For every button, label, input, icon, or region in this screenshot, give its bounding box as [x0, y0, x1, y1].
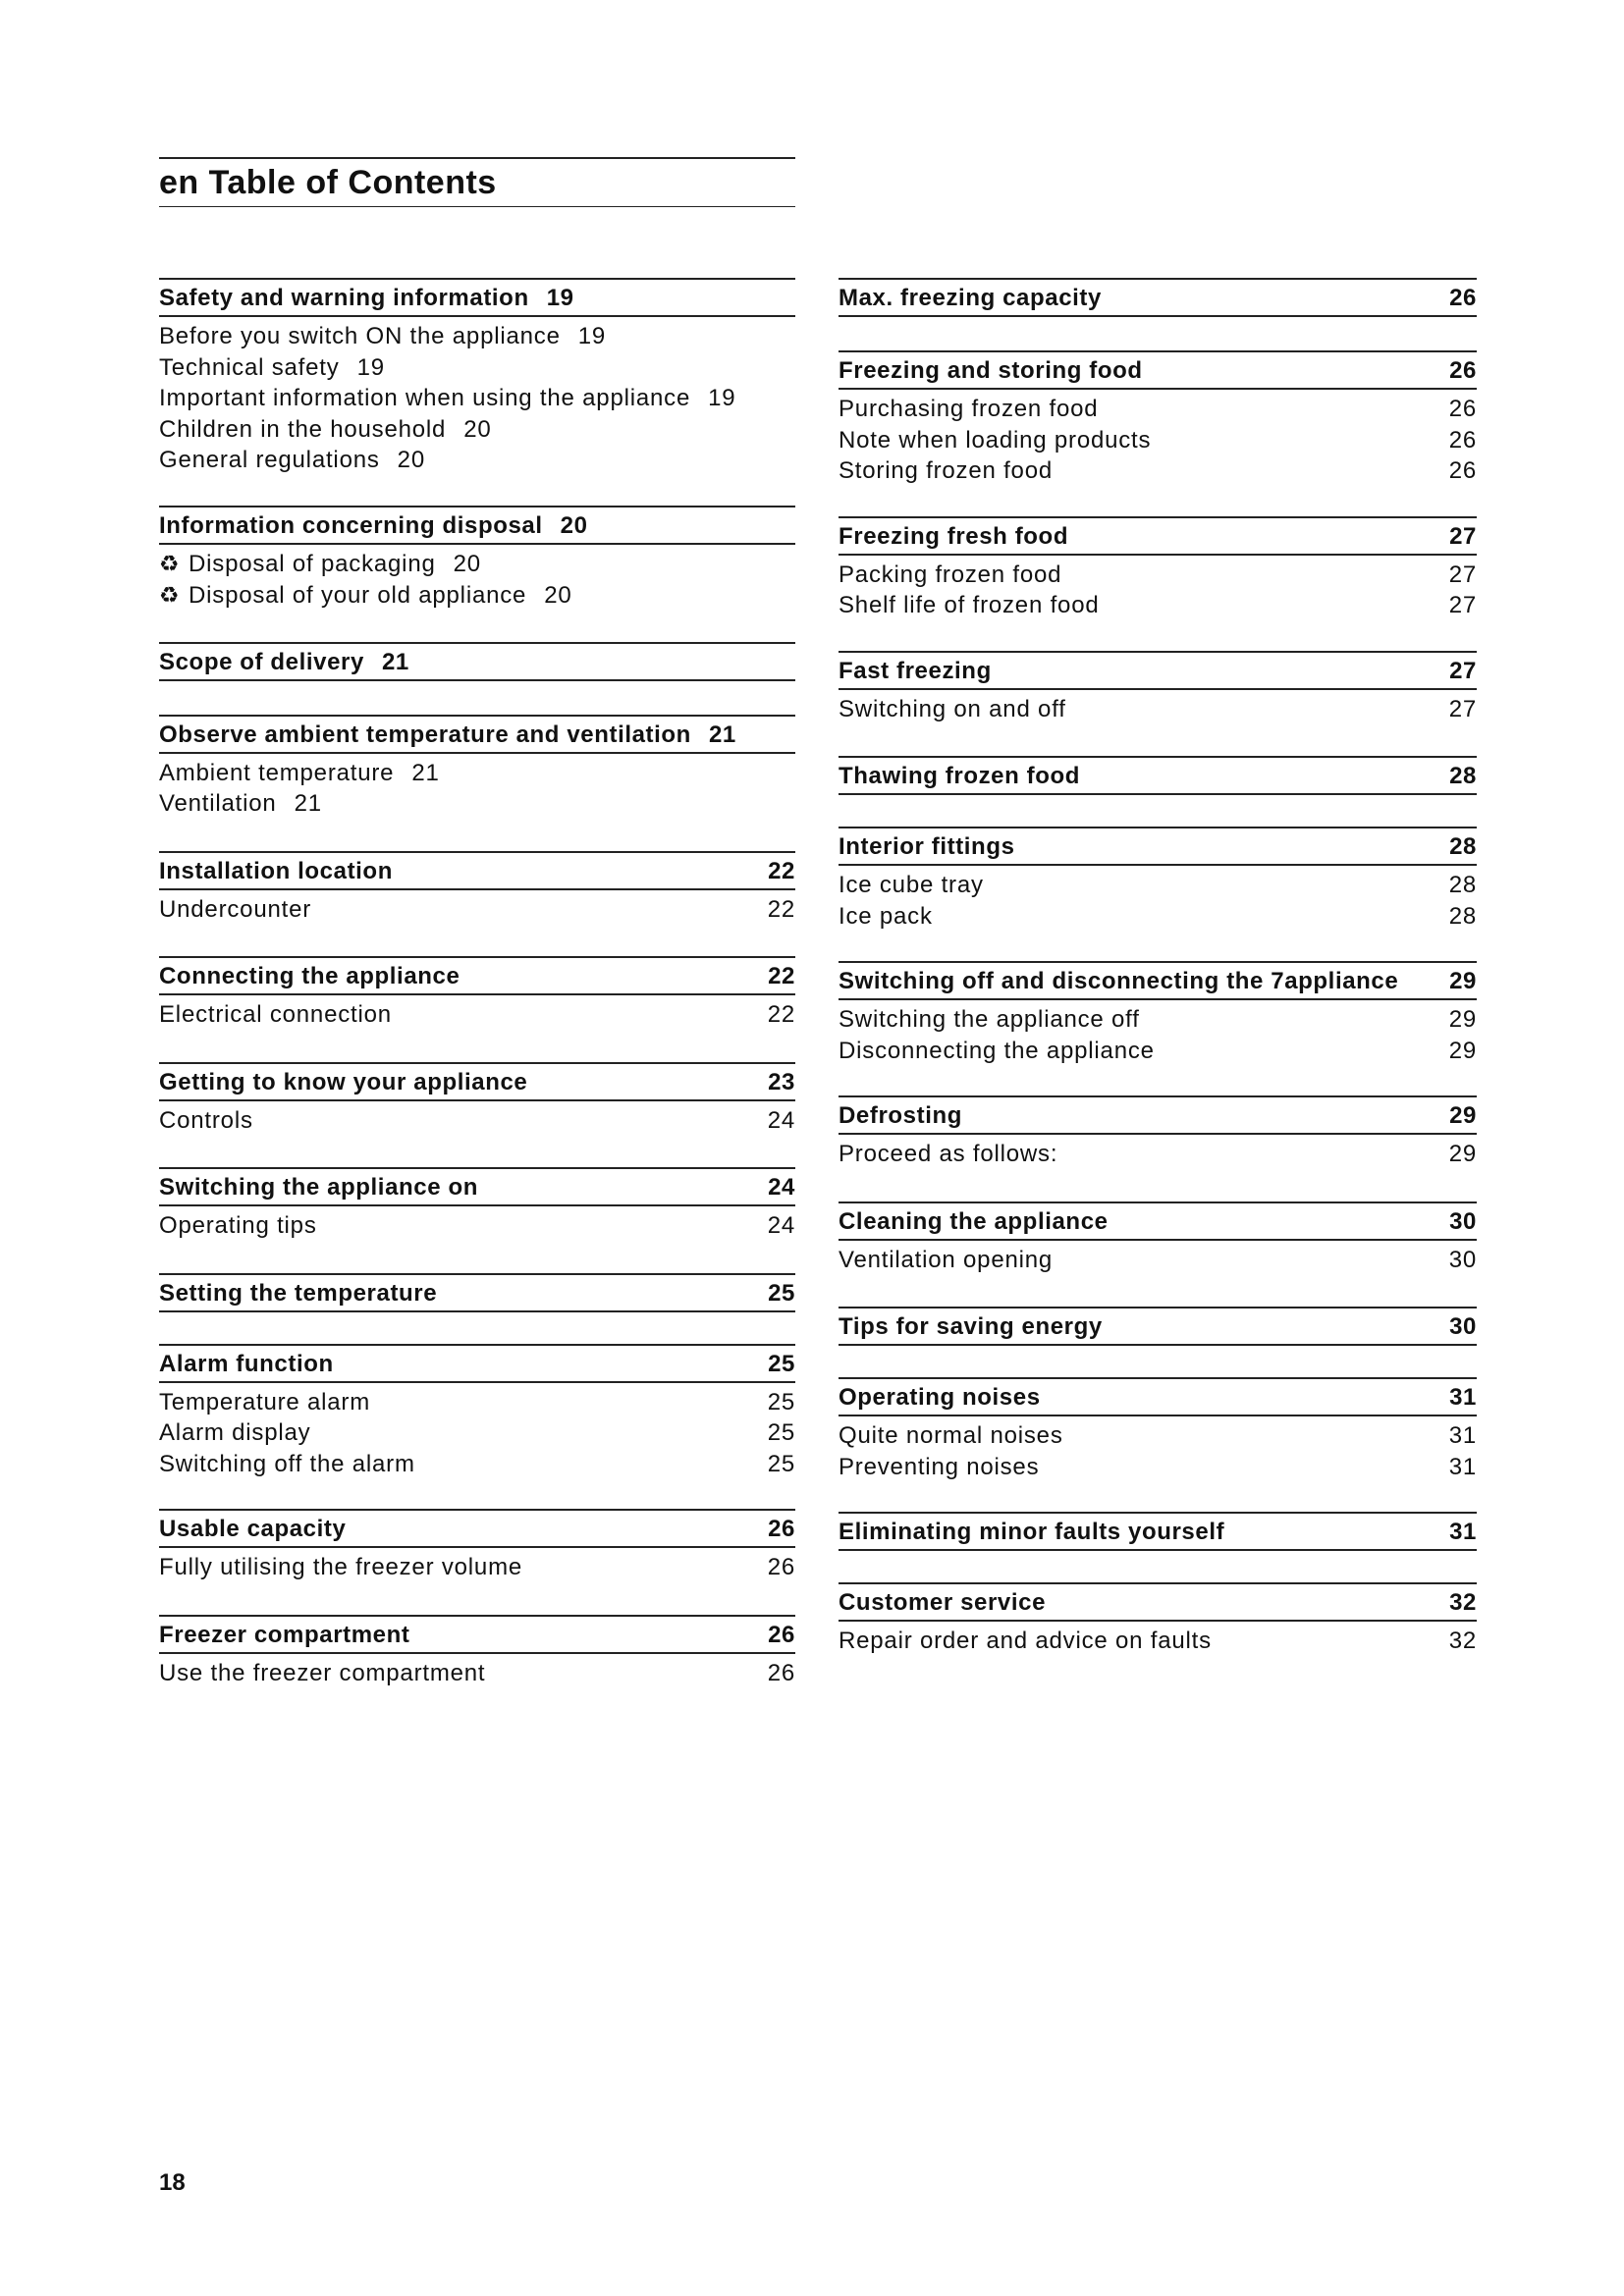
- toc-entry-text: Switching the appliance off: [839, 1006, 1140, 1033]
- toc-section-title: Freezer compartment: [159, 1621, 410, 1648]
- toc-section-title: Tips for saving energy: [839, 1313, 1103, 1340]
- toc-entry[interactable]: [839, 1139, 1477, 1170]
- toc-entry-list: [159, 1383, 795, 1480]
- toc-entry-list: [159, 317, 795, 476]
- toc-section-heading[interactable]: [159, 1167, 795, 1206]
- toc-entry-text: Ice cube tray: [839, 872, 984, 898]
- toc-entry-text: Ventilation: [159, 790, 277, 817]
- toc-entry-list: [839, 390, 1477, 487]
- toc-entry-text: Purchasing frozen food: [839, 396, 1099, 422]
- toc-entry-text: Disconnecting the appliance: [839, 1037, 1155, 1064]
- toc-section-title: Information concerning disposal: [159, 511, 543, 539]
- toc-section: [159, 1273, 795, 1312]
- toc-section-title: Usable capacity: [159, 1516, 347, 1542]
- toc-section-title: Getting to know your appliance: [159, 1068, 528, 1095]
- toc-entry[interactable]: [839, 425, 1477, 456]
- toc-entry[interactable]: [159, 1658, 795, 1689]
- toc-section-title: Operating noises: [839, 1384, 1041, 1411]
- toc-entry-text: Temperature alarm: [159, 1388, 371, 1415]
- toc-entry-list: [839, 866, 1477, 932]
- toc-entry[interactable]: [159, 352, 795, 384]
- toc-section-heading[interactable]: [159, 715, 795, 754]
- toc-section-title: Observe ambient temperature and ventilation: [159, 721, 691, 748]
- toc-entry-title: [839, 394, 1439, 425]
- toc-entry-text: Fully utilising the freezer volume: [159, 1554, 523, 1580]
- toc-section-page: 20: [560, 511, 588, 539]
- toc-section-heading[interactable]: [839, 278, 1477, 317]
- toc-entry-page: 26: [1448, 426, 1477, 454]
- toc-entry[interactable]: [839, 1452, 1477, 1483]
- toc-entry-title: [839, 1036, 1439, 1067]
- toc-entry-page: 20: [463, 415, 492, 443]
- toc-entry-title: [159, 999, 758, 1031]
- toc-entry-text: Important information when using the appliance: [159, 385, 691, 411]
- toc-entry-page: 22: [767, 895, 795, 923]
- toc-section-heading[interactable]: [159, 1344, 795, 1383]
- toc-entry-list: [159, 1101, 795, 1137]
- toc-section: [159, 1344, 795, 1480]
- toc-section: [839, 1307, 1477, 1346]
- toc-section-page: 28: [1449, 833, 1477, 860]
- toc-entry-page: 27: [1448, 561, 1477, 588]
- toc-entry-text: Switching off the alarm: [159, 1450, 415, 1477]
- toc-entry-page: 29: [1448, 1037, 1477, 1064]
- toc-entry-page: 21: [294, 790, 322, 817]
- toc-section-heading[interactable]: [159, 1273, 795, 1312]
- toc-entry-list: [159, 1548, 795, 1583]
- toc-entry-text: General regulations: [159, 447, 380, 473]
- toc-entry-text: Alarm display: [159, 1419, 311, 1446]
- toc-section-page: 26: [1449, 285, 1477, 311]
- toc-section: [159, 851, 795, 926]
- toc-section: [159, 506, 795, 613]
- toc-entry[interactable]: [839, 394, 1477, 425]
- recycle-icon: ♻: [159, 583, 181, 609]
- toc-entry-title: [159, 1552, 758, 1583]
- toc-section-heading[interactable]: [839, 1377, 1477, 1416]
- toc-entry-page: 21: [411, 759, 440, 786]
- toc-section-page: 26: [768, 1621, 795, 1648]
- toc-entry-list: [839, 1416, 1477, 1482]
- toc-entry-title: [839, 590, 1439, 621]
- toc-entry-title: [159, 414, 446, 446]
- toc-section-page: 31: [1449, 1519, 1477, 1545]
- toc-entry-page: 19: [708, 385, 736, 411]
- toc-entry-text: Disposal of packaging: [189, 550, 436, 577]
- toc-section-title: Freezing fresh food: [839, 522, 1069, 550]
- toc-section-title: Switching off and disconnecting the 7appliance: [839, 968, 1399, 994]
- toc-section: [839, 278, 1477, 317]
- toc-section-heading[interactable]: [159, 642, 795, 681]
- toc-entry-page: 25: [767, 1388, 795, 1415]
- toc-entry-text: Preventing noises: [839, 1453, 1040, 1480]
- toc-entry[interactable]: [159, 321, 795, 352]
- toc-entry[interactable]: [159, 1105, 795, 1137]
- toc-entry-title: [159, 580, 526, 613]
- toc-entry-text: Ventilation opening: [839, 1246, 1054, 1273]
- toc-entry-page: 20: [453, 550, 481, 577]
- toc-entry-text: Packing frozen food: [839, 561, 1062, 588]
- toc-entry-page: 31: [1448, 1422, 1477, 1449]
- toc-entry-title: [839, 1004, 1439, 1036]
- toc-section-title: Installation location: [159, 857, 393, 884]
- toc-section: [839, 1201, 1477, 1276]
- toc-entry-text: Children in the household: [159, 415, 447, 443]
- toc-entry[interactable]: [159, 445, 795, 476]
- toc-entry-title: [839, 1452, 1439, 1483]
- toc-entry-page: 28: [1448, 872, 1477, 898]
- toc-section-heading[interactable]: [159, 1509, 795, 1548]
- toc-entry[interactable]: [159, 1417, 795, 1449]
- toc-section-heading[interactable]: [839, 827, 1477, 866]
- toc-entry-text: Operating tips: [159, 1212, 317, 1239]
- toc-section-page: 26: [1449, 357, 1477, 384]
- toc-section-page: 21: [381, 648, 409, 675]
- toc-entry[interactable]: [839, 560, 1477, 591]
- toc-section-heading[interactable]: [159, 851, 795, 890]
- toc-section-heading[interactable]: [839, 961, 1477, 1000]
- toc-entry-page: 25: [767, 1419, 795, 1446]
- toc-entry-title: [839, 870, 1439, 901]
- toc-entry-page: 24: [767, 1212, 795, 1239]
- toc-section-page: 22: [768, 963, 795, 989]
- toc-entry[interactable]: [839, 901, 1477, 933]
- toc-section-heading[interactable]: [839, 651, 1477, 690]
- toc-entry-text: Switching on and off: [839, 695, 1066, 722]
- toc-section: [159, 956, 795, 1031]
- toc-entry-list: [159, 754, 795, 820]
- toc-entry[interactable]: [159, 1210, 795, 1242]
- toc-entry-page: 19: [577, 323, 607, 349]
- toc-entry-title: [159, 788, 277, 820]
- toc-section-heading[interactable]: [839, 1582, 1477, 1622]
- toc-section: [159, 1615, 795, 1689]
- toc-entry[interactable]: [839, 694, 1477, 725]
- toc-section-page: 27: [1449, 522, 1477, 550]
- toc-section-title: Fast freezing: [839, 657, 992, 684]
- toc-entry-title: [159, 1105, 758, 1137]
- page-title: en Table of Contents: [159, 157, 795, 207]
- toc-entry-text: Disposal of your old appliance: [189, 582, 527, 609]
- toc-section-heading[interactable]: [159, 278, 795, 317]
- recycle-icon: ♻: [159, 551, 181, 577]
- toc-section-page: 31: [1449, 1384, 1477, 1411]
- toc-entry[interactable]: [159, 549, 795, 581]
- toc-entry-list: [839, 1135, 1477, 1170]
- toc-section: [839, 1582, 1477, 1657]
- toc-section-page: 26: [768, 1516, 795, 1542]
- toc-entry-page: 20: [397, 447, 425, 473]
- toc-section-page: 30: [1449, 1313, 1477, 1340]
- toc-entry-page: 27: [1448, 695, 1477, 722]
- toc-section: [159, 1062, 795, 1137]
- toc-section-title: Thawing frozen food: [839, 763, 1081, 789]
- toc-entry-text: Storing frozen food: [839, 457, 1053, 484]
- toc-section-page: 30: [1449, 1207, 1477, 1235]
- toc-section: [839, 1095, 1477, 1170]
- toc-section: [159, 642, 795, 681]
- toc-entry-list: [159, 995, 795, 1031]
- toc-section-heading[interactable]: [839, 350, 1477, 390]
- toc-entry[interactable]: [839, 1626, 1477, 1657]
- toc-entry-text: Ambient temperature: [159, 759, 395, 786]
- toc-entry-title: [839, 1420, 1439, 1452]
- toc-entry-page: 22: [767, 1001, 795, 1028]
- toc-column-left: [159, 278, 795, 1688]
- toc-section: [159, 278, 795, 476]
- toc-entry-page: 28: [1448, 902, 1477, 930]
- toc-section-page: 21: [708, 721, 736, 748]
- toc-entry-text: Before you switch ON the appliance: [159, 323, 561, 349]
- toc-entry-page: 29: [1448, 1141, 1477, 1167]
- toc-entry[interactable]: [839, 1036, 1477, 1067]
- toc-entry-text: Technical safety: [159, 353, 340, 381]
- toc-entry-page: 26: [767, 1659, 795, 1686]
- toc-section-title: Safety and warning information: [159, 285, 529, 311]
- toc-entry-list: [159, 545, 795, 613]
- toc-section-page: 32: [1449, 1589, 1477, 1616]
- toc-section-heading[interactable]: [839, 1201, 1477, 1241]
- toc-entry-title: [839, 901, 1439, 933]
- toc-entry-title: [839, 1245, 1439, 1276]
- toc-entry[interactable]: [159, 414, 795, 446]
- toc-entry-list: [839, 1000, 1477, 1066]
- toc-entry-page: 31: [1448, 1453, 1477, 1480]
- toc-section: [839, 516, 1477, 621]
- toc-section: [839, 651, 1477, 725]
- toc-section-title: Alarm function: [159, 1350, 334, 1377]
- toc-entry-title: [159, 1417, 758, 1449]
- toc-section-heading[interactable]: [839, 516, 1477, 556]
- toc-entry-page: 19: [356, 353, 385, 381]
- toc-entry-title: [159, 549, 436, 581]
- toc-section-page: 28: [1449, 763, 1477, 789]
- toc-section-title: Setting the temperature: [159, 1279, 438, 1307]
- toc-entry-title: [159, 352, 340, 384]
- toc-entry-title: [839, 694, 1439, 725]
- toc-entry-page: 20: [544, 582, 572, 609]
- toc-section-heading[interactable]: [159, 1615, 795, 1654]
- toc-entry-page: 29: [1448, 1006, 1477, 1033]
- toc-section-title: Eliminating minor faults yourself: [839, 1519, 1225, 1545]
- toc-section: [159, 1167, 795, 1242]
- toc-entry[interactable]: [839, 1245, 1477, 1276]
- toc-entry[interactable]: [839, 870, 1477, 901]
- toc-entry[interactable]: [159, 999, 795, 1031]
- toc-section: [839, 961, 1477, 1066]
- toc-column-right: [839, 278, 1477, 1657]
- toc-entry-list: [159, 1654, 795, 1689]
- toc-entry-list: [839, 1241, 1477, 1276]
- toc-entry[interactable]: [159, 580, 795, 613]
- toc-entry-title: [159, 1210, 758, 1242]
- toc-entry-text: Use the freezer compartment: [159, 1659, 486, 1686]
- toc-entry-list: [839, 690, 1477, 725]
- toc-entry[interactable]: [839, 455, 1477, 487]
- toc-section-title: Customer service: [839, 1589, 1047, 1616]
- toc-section-page: 25: [768, 1279, 795, 1307]
- toc-entry-text: Undercounter: [159, 895, 312, 923]
- toc-section-title: Cleaning the appliance: [839, 1207, 1109, 1235]
- toc-section-heading[interactable]: [839, 1307, 1477, 1346]
- toc-entry[interactable]: [159, 383, 795, 414]
- toc-section-title: Interior fittings: [839, 833, 1015, 860]
- toc-section-heading[interactable]: [839, 756, 1477, 795]
- toc-entry-page: 25: [767, 1450, 795, 1477]
- page-number: 18: [159, 2169, 186, 2196]
- toc-entry[interactable]: [159, 758, 795, 789]
- toc-entry-text: Shelf life of frozen food: [839, 592, 1100, 618]
- toc-section: [159, 715, 795, 820]
- toc-entry-list: [839, 556, 1477, 621]
- toc-section-page: 29: [1449, 968, 1477, 994]
- toc-entry[interactable]: [159, 788, 795, 820]
- toc-entry-list: [159, 1206, 795, 1242]
- toc-entry-title: [159, 383, 690, 414]
- toc-entry-title: [839, 1139, 1439, 1170]
- toc-entry-page: 27: [1448, 592, 1477, 618]
- toc-section-heading[interactable]: [839, 1512, 1477, 1551]
- toc-entry-title: [839, 455, 1439, 487]
- toc-section-heading[interactable]: [159, 956, 795, 995]
- toc-section-heading[interactable]: [159, 506, 795, 545]
- toc-section: [839, 350, 1477, 487]
- toc-entry-title: [839, 425, 1439, 456]
- toc-section-heading[interactable]: [839, 1095, 1477, 1135]
- toc-section-title: Scope of delivery: [159, 648, 364, 675]
- toc-entry-list: [159, 890, 795, 926]
- toc-entry-page: 30: [1448, 1246, 1477, 1273]
- toc-entry-title: [159, 321, 561, 352]
- toc-entry-title: [159, 1387, 758, 1418]
- toc-entry-text: Proceed as follows:: [839, 1141, 1058, 1167]
- toc-section-title: Defrosting: [839, 1102, 962, 1129]
- toc-entry-title: [839, 560, 1439, 591]
- toc-entry-text: Ice pack: [839, 902, 933, 930]
- toc-entry[interactable]: [159, 894, 795, 926]
- toc-section-page: 25: [768, 1350, 795, 1377]
- toc-entry-title: [839, 1626, 1439, 1657]
- toc-entry-text: Electrical connection: [159, 1001, 392, 1028]
- toc-section: [839, 827, 1477, 932]
- toc-entry-text: Quite normal noises: [839, 1422, 1063, 1449]
- toc-section: [839, 1512, 1477, 1551]
- toc-entry[interactable]: [839, 1004, 1477, 1036]
- toc-entry-list: [839, 1622, 1477, 1657]
- toc-section: [159, 1509, 795, 1583]
- toc-section: [839, 756, 1477, 795]
- toc-entry-text: Controls: [159, 1106, 253, 1134]
- toc-entry-text: Repair order and advice on faults: [839, 1628, 1212, 1654]
- toc-entry-title: [159, 758, 394, 789]
- toc-section-page: 22: [768, 857, 795, 884]
- toc-section-page: 19: [546, 285, 574, 311]
- toc-entry-title: [159, 1449, 758, 1480]
- toc-entry-page: 24: [767, 1106, 795, 1134]
- toc-section: [839, 1377, 1477, 1482]
- toc-entry-page: 26: [767, 1554, 795, 1580]
- toc-entry[interactable]: [159, 1449, 795, 1480]
- toc-section-title: Max. freezing capacity: [839, 285, 1102, 311]
- toc-entry-title: [159, 894, 758, 926]
- toc-section-page: 24: [768, 1174, 795, 1201]
- toc-entry-page: 26: [1448, 457, 1477, 484]
- toc-entry-page: 26: [1448, 396, 1477, 422]
- toc-entry[interactable]: [159, 1552, 795, 1583]
- toc-entry[interactable]: [839, 1420, 1477, 1452]
- toc-entry-title: [159, 445, 380, 476]
- toc-entry[interactable]: [159, 1387, 795, 1418]
- toc-entry-text: Note when loading products: [839, 426, 1152, 454]
- toc-section-title: Switching the appliance on: [159, 1174, 478, 1201]
- toc-section-heading[interactable]: [159, 1062, 795, 1101]
- toc-section-title: Freezing and storing food: [839, 357, 1143, 384]
- toc-section-page: 27: [1449, 657, 1477, 684]
- toc-section-page: 29: [1449, 1102, 1477, 1129]
- toc-section-page: 23: [768, 1068, 795, 1095]
- toc-entry-page: 32: [1448, 1628, 1477, 1654]
- toc-entry-title: [159, 1658, 758, 1689]
- toc-entry[interactable]: [839, 590, 1477, 621]
- toc-section-title: Connecting the appliance: [159, 963, 460, 989]
